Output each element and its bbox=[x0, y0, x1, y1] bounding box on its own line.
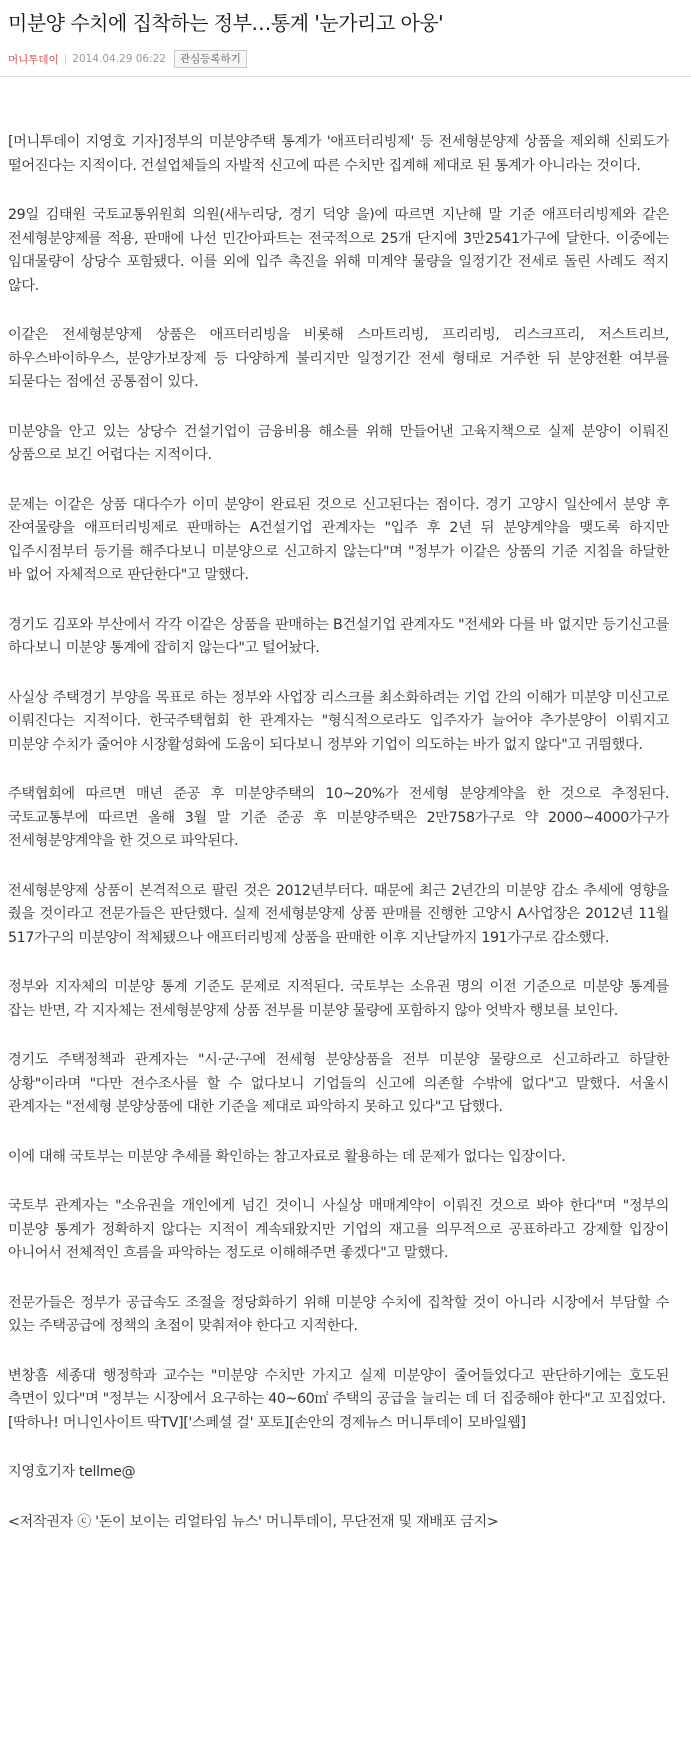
paragraph-13: 국토부 관계자는 "소유권을 개인에게 넘긴 것이니 사실상 매매계약이 이뤄진 것으로 봐야 한다"며 "정부의 미분양 통계가 정확하지 않다는 지적이 계속돼왔지만 기업의 재고를 의무적으로 공표하라고 강제할 입장이 아니어서 전체적인 흐름을 파악하는 정도로 이해해주면 좋겠다"고 말했다. bbox=[8, 1198, 669, 1261]
paragraph-14: 전문가들은 정부가 공급속도 조절을 정당화하기 위해 미분양 수치에 집착할 것이 아니라 시장에서 부담할 수 있는 주택공급에 정책의 초점이 맞춰져야 한다고 지적한다. bbox=[8, 1294, 669, 1334]
news-source[interactable]: 머니투데이 bbox=[8, 53, 59, 66]
article-meta bbox=[8, 50, 683, 68]
copyright-notice: <저작권자 ⓒ '돈이 보이는 리얼타임 뉴스' 머니투데이, 무단전재 및 재배포 금지> bbox=[8, 1513, 499, 1530]
meta-separator: | bbox=[63, 53, 68, 65]
bookmark-button[interactable]: 관심등록하기 bbox=[174, 50, 247, 68]
paragraph-2: 29일 김태원 국토교통위원회 의원(새누리당, 경기 덕양 을)에 따르면 지난해 말 기준 애프터리빙제와 같은 전세형분양제를 적용, 판매에 나선 민간아파트는 전국적으로 25개 단지에 3만2541가구에 달한다. 이중에는 임대물량이 상당수 포함됐다. 이를 외에 입주 촉진을 위해 미계약 물량을 일정기간 전세로 돌린 사례도 적지 않다. bbox=[8, 207, 669, 294]
paragraph-6: 경기도 김포와 부산에서 각각 이같은 상품을 판매하는 B건설기업 관계자도 "전세와 다를 바 없지만 등기신고를 하다보니 미분양 통계에 잡히지 않는다"고 털어놨다. bbox=[8, 616, 669, 656]
paragraph-7: 사실상 주택경기 부양을 목표로 하는 정부와 사업장 리스크를 최소화하려는 기업 간의 이해가 미분양 미신고로 이뤄진다는 지적이다. 한국주택협회 한 관계자는 "형식적으로라도 입주자가 늘어야 추가분양이 이뤄지고 미분양 수치가 줄어야 시장활성화에 도움이 되다보니 정부와 기업이 의도하는 바가 없지 않다"고 귀띔했다. bbox=[8, 689, 669, 753]
related-links[interactable]: [딱하나! 머니인사이트 딱TV]['스페셜 걸' 포토][손안의 경제뉴스 머니투데이 모바일웹] bbox=[8, 1414, 526, 1431]
paragraph-1: [머니투데이 지영호 기자]정부의 미분양주택 통계가 '애프터리빙제' 등 전세형분양제 상품을 제외해 신뢰도가 떨어진다는 지적이다. 건설업체들의 자발적 신고에 따른 수치만 집계해 제대로 된 통계가 아니라는 것이다. bbox=[8, 134, 669, 174]
paragraph-5: 문제는 이같은 상품 대다수가 이미 분양이 완료된 것으로 신고된다는 점이다. 경기 고양시 일산에서 분양 후 잔여물량을 애프터리빙제로 판매하는 A건설기업 관계자는 "입주 후 2년 뒤 분양계약을 맺도록 하지만 입주시점부터 등기를 해주다보니 미분양으로 신고하지 않는다"며 "정부가 이같은 상품의 기준 지침을 하달한 바 없어 자체적으로 판단한다"고 말했다. bbox=[8, 496, 669, 583]
paragraph-15: 변창흠 세종대 행정학과 교수는 "미분양 수치만 가지고 실제 미분양이 줄어들었다고 판단하기에는 호도된 측면이 있다"며 "정부는 시장에서 요구하는 40~60㎡ 주택의 공급을 늘리는 데 더 집중해야 한다"고 꼬집었다. bbox=[8, 1367, 669, 1407]
paragraph-4: 미분양을 안고 있는 상당수 건설기업이 금융비용 해소를 위해 만들어낸 고육지책으로 실제 분양이 이뤄진 상품으로 보긴 어렵다는 지적이다. bbox=[8, 423, 669, 463]
publish-date: 2014.04.29 06:22 bbox=[72, 53, 166, 65]
paragraph-10: 정부와 지자체의 미분양 통계 기준도 문제로 지적된다. 국토부는 소유권 명의 이전 기준으로 미분양 통계를 잡는 반면, 각 지자체는 전세형분양제 상품 전부를 미분양 물량에 포함하지 않아 엇박자 행보를 보인다. bbox=[8, 979, 669, 1019]
paragraph-11: 경기도 주택정책과 관계자는 "시·군·구에 전세형 분양상품을 전부 미분양 물량으로 신고하라고 하달한 상황"이라며 "다만 전수조사를 할 수 없다보니 기업들의 신고에 의존할 수밖에 없다"고 말했다. 서울시 관계자는 "전세형 분양상품에 대한 기준을 제대로 파악하지 못하고 있다"고 답했다. bbox=[8, 1052, 669, 1115]
article-title: 미분양 수치에 집착하는 정부…통계 '눈가리고 아웅' bbox=[8, 11, 444, 35]
article-body bbox=[0, 77, 691, 1534]
reporter-byline: 지영호기자 tellme@ bbox=[8, 1464, 136, 1480]
paragraph-3: 이같은 전세형분양제 상품은 애프터리빙을 비롯해 스마트리빙, 프리리빙, 리스크프리, 저스트리브, 하우스바이하우스, 분양가보장제 등 다양하게 불리지만 일정기간 전세 형태로 거주한 뒤 분양전환 여부를 되묻다는 점에선 공통점이 있다. bbox=[8, 327, 669, 390]
paragraph-9: 전세형분양제 상품이 본격적으로 팔린 것은 2012년부터다. 때문에 최근 2년간의 미분양 감소 추세에 영향을 줬을 것이라고 전문가들은 판단했다. 실제 전세형분양제 상품 판매를 진행한 고양시 A사업장은 2012년 11월 517가구의 미분양이 적체됐으나 애프터리빙제 상품을 판매한 이후 지난달까지 191가구로 감소했다. bbox=[8, 882, 669, 946]
paragraph-12: 이에 대해 국토부는 미분양 추세를 확인하는 참고자료로 활용하는 데 문제가 없다는 입장이다. bbox=[8, 1148, 566, 1165]
article-header bbox=[0, 0, 691, 68]
paragraph-8: 주택협회에 따르면 매년 준공 후 미분양주택의 10~20%가 전세형 분양계약을 한 것으로 추정된다. 국토교통부에 따르면 올해 3월 말 기준 준공 후 미분양주택은 2만758가구로 약 2000~4000가구가 전세형분양계약을 한 것으로 파악된다. bbox=[8, 786, 669, 849]
